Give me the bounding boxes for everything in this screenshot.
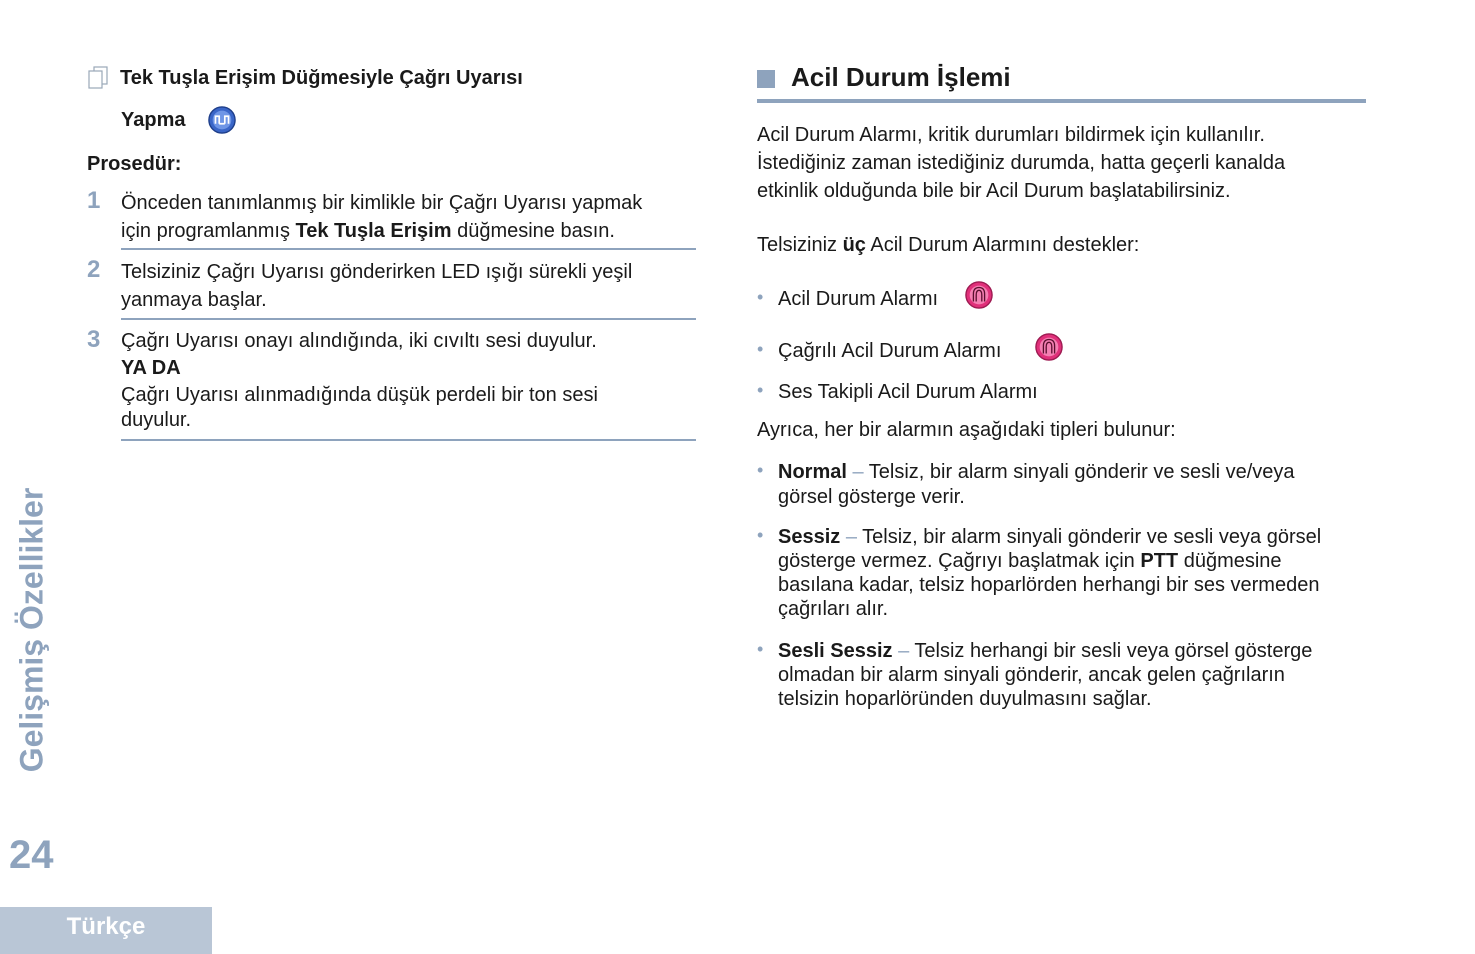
bullet: • (757, 339, 764, 359)
section-rule (757, 99, 1366, 103)
step-number: 3 (87, 326, 101, 353)
emergency-alarm-icon (965, 281, 993, 309)
step-3-text: Çağrı Uyarısı onayı alındığında, iki cıvıltı sesi duyulur. YA DA Çağrı Uyarısı alınmadığında düşük perdeli bir ton sesi duyulur. (121, 330, 598, 431)
step-divider (121, 318, 696, 320)
emergency-alarm-icon (1035, 333, 1063, 361)
list-item: Ses Takipli Acil Durum Alarmı (778, 381, 1038, 403)
step-number: 1 (87, 187, 101, 214)
types-intro: Ayrıca, her bir alarmın aşağıdaki tipleri bulunur: (757, 419, 1176, 441)
bullet: • (757, 380, 764, 400)
language-tab: Türkçe (0, 907, 212, 954)
step-1-text: Önceden tanımlanmış bir kimlikle bir Çağrı Uyarısı yapmak için programlanmış Tek Tuşla Erişim düğmesine basın. (121, 192, 643, 242)
bullet: • (757, 525, 764, 545)
section-marker (757, 70, 775, 88)
step-2-text: Telsiziniz Çağrı Uyarısı gönderirken LED ışığı sürekli yeşil yanmaya başlar. (121, 261, 633, 311)
bullet: • (757, 287, 764, 307)
programmable-button-icon (208, 106, 236, 134)
mode-normal: Normal – Telsiz, bir alarm sinyali gönderir ve sesli ve/veya görsel gösterge verir. (778, 461, 1295, 508)
list-item: Çağrılı Acil Durum Alarmı (778, 340, 1002, 362)
procedure-label: Prosedür: (87, 153, 182, 175)
subsection-title: Tek Tuşla Erişim Düğmesiyle Çağrı Uyarısı (120, 67, 523, 89)
step-divider (121, 248, 696, 250)
page-number: 24 (9, 833, 54, 877)
section-title: Acil Durum İşlemi (791, 62, 1011, 92)
mode-silent-with-voice: Sesli Sessiz – Telsiz herhangi bir sesli veya görsel gösterge olmadan bir alarm sinyali gönderir, ancak gelen çağrıların telsizin hoparlöründen duyulmasını sağlar. (778, 640, 1313, 710)
mode-silent: Sessiz – Telsiz, bir alarm sinyali gönderir ve sesli veya görsel gösterge vermez. Çağrıyı başlatmak için PTT düğmesine basılana kadar, telsiz hoparlörden herhangi bir ses vermeden çağrıları alır. (778, 526, 1322, 620)
list-item: Acil Durum Alarmı (778, 288, 939, 310)
supports-paragraph: Telsiziniz üç Acil Durum Alarmını destekler: (757, 234, 1140, 256)
bullet: • (757, 639, 764, 659)
chapter-side-label: Gelişmiş Özellikler (13, 487, 50, 773)
bullet: • (757, 460, 764, 480)
step-divider (121, 439, 696, 441)
intro-paragraph: Acil Durum Alarmı, kritik durumları bildirmek için kullanılır. İstediğiniz zaman istediğiniz durumda, hatta geçerli kanalda etkinlik olduğunda bile bir Acil Durum başlatabilirsiniz. (757, 124, 1286, 202)
document-pages-icon (88, 66, 110, 95)
subsection-title-line2: Yapma (121, 109, 186, 131)
step-number: 2 (87, 256, 101, 283)
